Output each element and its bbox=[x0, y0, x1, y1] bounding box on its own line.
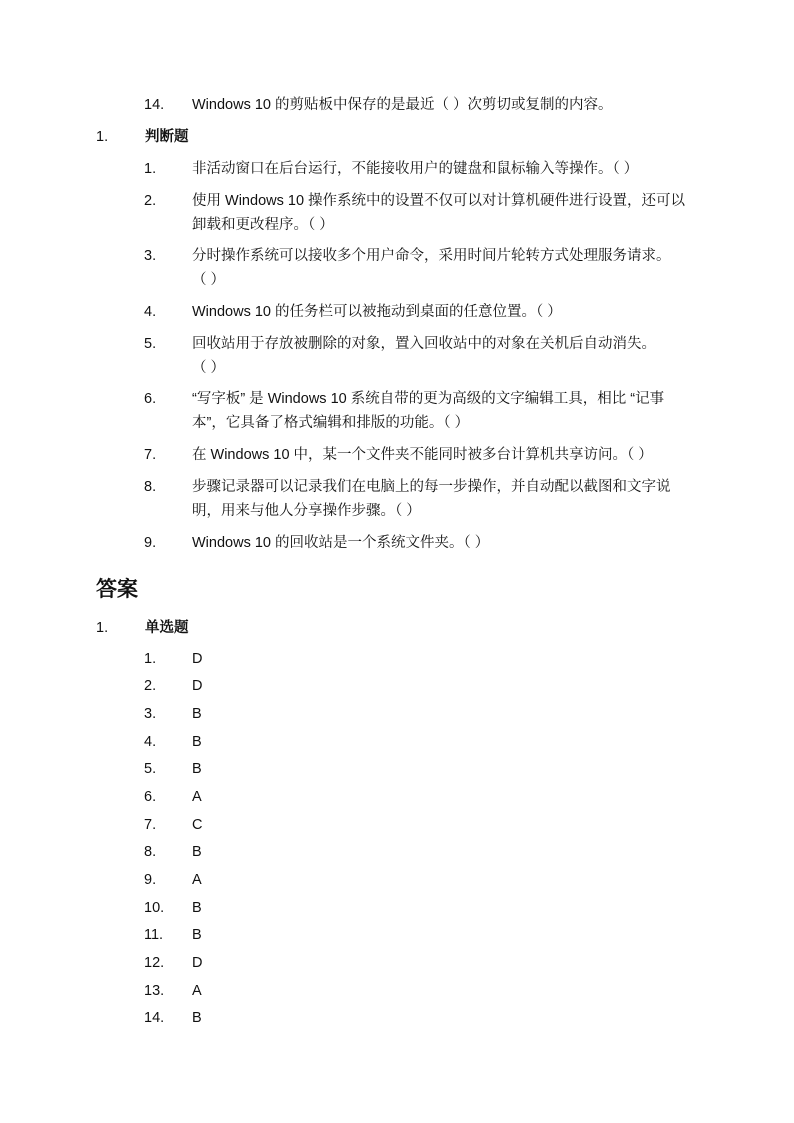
answer-value: B bbox=[192, 734, 202, 750]
question-number: 7. bbox=[144, 447, 157, 463]
question-number: 8. bbox=[144, 479, 157, 495]
answer-number: 7. bbox=[144, 817, 157, 833]
question-text-line: 本”，它具备了格式编辑和排版的功能。（ ） bbox=[192, 415, 470, 431]
question-text: Windows 10 的剪贴板中保存的是最近（ ）次剪切或复制的内容。 bbox=[192, 97, 613, 113]
answers-title: 答案 bbox=[96, 578, 138, 601]
question-text-line: Windows 10 的回收站是一个系统文件夹。（ ） bbox=[192, 535, 490, 551]
question-text-line: 分时操作系统可以接收多个用户命令，采用时间片轮转方式处理服务请求。 bbox=[192, 248, 671, 264]
answer-number: 1. bbox=[144, 651, 157, 667]
answer-value: B bbox=[192, 706, 202, 722]
question-text-line: 回收站用于存放被删除的对象，置入回收站中的对象在关机后自动消失。 bbox=[192, 336, 656, 352]
answer-value: B bbox=[192, 761, 202, 777]
answer-number: 6. bbox=[144, 789, 157, 805]
answer-number: 12. bbox=[144, 955, 165, 971]
question-number: 1. bbox=[144, 161, 157, 177]
answer-number: 2. bbox=[144, 678, 157, 694]
answer-number: 10. bbox=[144, 900, 165, 916]
section-heading: 判断题 bbox=[145, 129, 189, 145]
answer-value: D bbox=[192, 678, 203, 694]
answer-number: 3. bbox=[144, 706, 157, 722]
answer-number: 13. bbox=[144, 983, 165, 999]
question-number: 2. bbox=[144, 193, 157, 209]
question-text-line: （ ） bbox=[192, 360, 226, 376]
answer-value: A bbox=[192, 789, 202, 805]
question-number: 9. bbox=[144, 535, 157, 551]
question-text-line: 使用 Windows 10 操作系统中的设置不仅可以对计算机硬件进行设置，还可以 bbox=[192, 193, 686, 209]
question-text-line: Windows 10 的任务栏可以被拖动到桌面的任意位置。（ ） bbox=[192, 304, 562, 320]
answer-value: B bbox=[192, 844, 202, 860]
section-number: 1. bbox=[96, 129, 109, 145]
answer-value: D bbox=[192, 955, 203, 971]
question-number: 5. bbox=[144, 336, 157, 352]
question-number: 14. bbox=[144, 97, 165, 113]
question-text-line: 步骤记录器可以记录我们在电脑上的每一步操作，并自动配以截图和文字说 bbox=[192, 479, 671, 495]
section-heading: 单选题 bbox=[145, 620, 189, 636]
answer-value: A bbox=[192, 983, 202, 999]
question-text-line: 非活动窗口在后台运行，不能接收用户的键盘和鼠标输入等操作。（ ） bbox=[192, 161, 639, 177]
answer-number: 8. bbox=[144, 844, 157, 860]
answer-number: 11. bbox=[144, 927, 164, 943]
question-number: 6. bbox=[144, 391, 157, 407]
answer-number: 14. bbox=[144, 1010, 165, 1026]
question-text-line: 卸载和更改程序。（ ） bbox=[192, 217, 334, 233]
question-text-line: （ ） bbox=[192, 272, 226, 288]
answer-value: B bbox=[192, 1010, 202, 1026]
question-text-line: “写字板” 是 Windows 10 系统自带的更为高级的文字编辑工具，相比 “记事 bbox=[192, 391, 665, 407]
answer-value: B bbox=[192, 927, 202, 943]
answer-number: 9. bbox=[144, 872, 157, 888]
question-number: 3. bbox=[144, 248, 157, 264]
question-text-line: 明，用来与他人分享操作步骤。（ ） bbox=[192, 503, 421, 519]
question-number: 4. bbox=[144, 304, 157, 320]
answer-value: C bbox=[192, 817, 203, 833]
answer-value: A bbox=[192, 872, 202, 888]
section-number: 1. bbox=[96, 620, 109, 636]
answer-number: 4. bbox=[144, 734, 157, 750]
answer-value: B bbox=[192, 900, 202, 916]
answer-value: D bbox=[192, 651, 203, 667]
answer-number: 5. bbox=[144, 761, 157, 777]
question-text-line: 在 Windows 10 中，某一个文件夹不能同时被多台计算机共享访问。（ ） bbox=[192, 447, 653, 463]
